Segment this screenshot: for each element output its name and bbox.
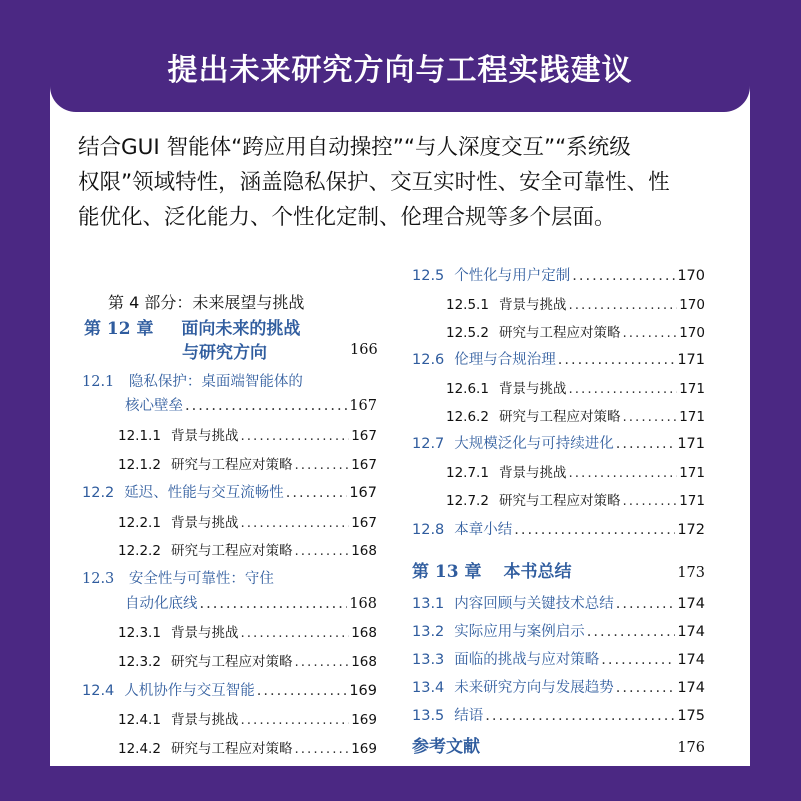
- entry-title: 研究与工程应对策略: [170, 741, 293, 757]
- page-number: 170: [679, 325, 705, 341]
- entry-number: 12.4.2: [118, 741, 161, 757]
- section-number: 13.1: [412, 596, 445, 612]
- section-title: 个性化与用户定制: [454, 268, 571, 284]
- entry-title: 背景与挑战: [170, 515, 239, 531]
- section-number: 13.3: [412, 652, 445, 668]
- entry-title: 研究与工程应对策略: [498, 409, 621, 425]
- page-number: 174: [677, 680, 705, 696]
- description: [78, 130, 738, 235]
- leader-dots: [185, 398, 347, 414]
- page-number: 168: [351, 543, 377, 559]
- entry-title: 背景与挑战: [498, 465, 567, 481]
- toc-section-13-1: [412, 592, 705, 613]
- entry-number: 12.5.1: [446, 297, 489, 313]
- toc-section-13-4: [412, 676, 705, 697]
- toc-entry-12-5-2: [446, 321, 705, 341]
- section-title: 面临的挑战与应对策略: [454, 652, 600, 668]
- section-number: 12.6: [412, 352, 445, 368]
- title-banner: [50, 32, 750, 112]
- entry-number: 12.4.1: [118, 712, 161, 728]
- leader-dots: [240, 515, 349, 531]
- toc-section-12-6: [412, 348, 705, 369]
- section-number: 13.5: [412, 708, 445, 724]
- leader-dots: [568, 465, 677, 481]
- entry-number: 12.2.1: [118, 515, 161, 531]
- entry-number: 12.6.2: [446, 409, 489, 425]
- page-number: 168: [351, 625, 377, 641]
- page-number: 167: [349, 398, 377, 414]
- page-number: 176: [677, 740, 705, 756]
- toc-section-12-2: [82, 481, 377, 502]
- entry-number: 12.3.1: [118, 625, 161, 641]
- leader-dots: [601, 652, 675, 668]
- leader-dots: [200, 596, 348, 612]
- toc-entry-12-7-1: [446, 461, 705, 481]
- page-number: 171: [677, 352, 705, 368]
- page-number: 167: [351, 457, 377, 473]
- page-number: 167: [349, 485, 377, 501]
- leader-dots: [294, 543, 349, 559]
- toc-references: [412, 732, 705, 757]
- section-number: 13.4: [412, 680, 445, 696]
- chapter-title: 本书总结: [503, 562, 572, 582]
- entry-number: 12.3.2: [118, 654, 161, 670]
- entry-title: 研究与工程应对策略: [170, 654, 293, 670]
- chapter-title-cont: 与研究方向: [182, 343, 267, 363]
- section-number: 12.1: [82, 374, 115, 390]
- section-title-cont: 核心壁垒: [125, 398, 183, 414]
- leader-dots: [622, 325, 677, 341]
- section-title: 安全性与可靠性：守住: [128, 571, 274, 587]
- leader-dots: [616, 436, 676, 452]
- section-title: 内容回顾与关键技术总结: [454, 596, 614, 612]
- page-number: 171: [679, 493, 705, 509]
- page-number: 172: [677, 522, 705, 538]
- toc-chapter-13: [412, 557, 705, 582]
- section-number: 12.7: [412, 436, 445, 452]
- section-number: 12.8: [412, 522, 445, 538]
- page-number: 174: [677, 652, 705, 668]
- page-number: 171: [679, 381, 705, 397]
- leader-dots: [622, 409, 677, 425]
- toc-entry-12-5-1: [446, 293, 705, 313]
- entry-title: 背景与挑战: [498, 381, 567, 397]
- page-number: 167: [351, 428, 377, 444]
- page-number: 169: [351, 712, 377, 728]
- toc-entry-12-3-1: [118, 621, 377, 641]
- leader-dots: [286, 485, 348, 501]
- entry-title: 背景与挑战: [170, 712, 239, 728]
- chapter-number: 第 13 章: [412, 562, 482, 582]
- content-card: [50, 32, 750, 766]
- leader-dots: [240, 712, 349, 728]
- leader-dots: [240, 625, 349, 641]
- page-number: 174: [677, 624, 705, 640]
- toc-section-13-2: [412, 620, 705, 641]
- leader-dots: [572, 268, 675, 284]
- description-line-3: 能优化、泛化能力、个性化定制、伦理合规等多个层面。: [78, 205, 616, 230]
- banner-title: 提出未来研究方向与工程实践建议: [167, 53, 633, 88]
- entry-title: 研究与工程应对策略: [498, 493, 621, 509]
- section-title: 未来研究方向与发展趋势: [454, 680, 614, 696]
- page-number: 170: [677, 268, 705, 284]
- entry-number: 12.1.2: [118, 457, 161, 473]
- entry-number: 12.5.2: [446, 325, 489, 341]
- leader-dots: [294, 654, 349, 670]
- entry-number: 12.6.1: [446, 381, 489, 397]
- entry-title: 研究与工程应对策略: [498, 325, 621, 341]
- section-number: 12.3: [82, 571, 115, 587]
- entry-number: 12.7.1: [446, 465, 489, 481]
- leader-dots: [240, 428, 349, 444]
- page-number: 169: [349, 683, 377, 699]
- entry-title: 研究与工程应对策略: [170, 543, 293, 559]
- entry-number: 12.2.2: [118, 543, 161, 559]
- leader-dots: [616, 596, 676, 612]
- toc-section-13-3: [412, 648, 705, 669]
- section-title: 结语: [454, 708, 484, 724]
- toc-entry-12-6-2: [446, 405, 705, 425]
- section-title: 人机协作与交互智能: [124, 683, 255, 699]
- entry-title: 背景与挑战: [170, 625, 239, 641]
- section-number: 12.4: [82, 683, 115, 699]
- references-title: 参考文献: [412, 737, 480, 757]
- page-number: 171: [677, 436, 705, 452]
- entry-number: 12.1.1: [118, 428, 161, 444]
- page-number: 168: [351, 654, 377, 670]
- section-title: 隐私保护：桌面端智能体的: [128, 374, 303, 390]
- toc-entry-12-6-1: [446, 377, 705, 397]
- page-number: 170: [679, 297, 705, 313]
- page-number: 167: [351, 515, 377, 531]
- leader-dots: [514, 522, 675, 538]
- leader-dots: [622, 493, 677, 509]
- section-title: 本章小结: [454, 522, 513, 538]
- toc-entry-12-2-1: [118, 511, 377, 531]
- leader-dots: [485, 708, 675, 724]
- section-title-cont: 自动化底线: [125, 596, 198, 612]
- section-number: 12.2: [82, 485, 115, 501]
- page-number: 171: [679, 465, 705, 481]
- chapter-number: 第 12 章: [84, 319, 154, 339]
- page-number: 174: [677, 596, 705, 612]
- entry-number: 12.7.2: [446, 493, 489, 509]
- toc-entry-12-4-1: [118, 708, 377, 728]
- leader-dots: [616, 680, 676, 696]
- toc-section-12-7: [412, 432, 705, 453]
- leader-dots: [558, 352, 676, 368]
- section-title: 延迟、性能与交互流畅性: [124, 485, 284, 501]
- toc-section-13-5: [412, 704, 705, 725]
- chapter-page: 166: [350, 342, 378, 358]
- leader-dots: [294, 741, 349, 757]
- page-number: 171: [679, 409, 705, 425]
- toc-entry-12-4-2: [118, 737, 377, 757]
- entry-title: 背景与挑战: [498, 297, 567, 313]
- section-title: 实际应用与案例启示: [454, 624, 585, 640]
- leader-dots: [568, 381, 677, 397]
- description-line-1: 结合GUI 智能体“跨应用自动操控”“与人深度交互”“系统级: [78, 135, 631, 160]
- toc-section-12-4: [82, 679, 377, 700]
- section-title: 大规模泛化与可持续进化: [454, 436, 614, 452]
- leader-dots: [257, 683, 348, 699]
- leader-dots: [568, 297, 677, 313]
- toc-entry-12-2-2: [118, 539, 377, 559]
- page-number: 168: [349, 596, 377, 612]
- toc-entry-12-7-2: [446, 489, 705, 509]
- page-number: 175: [677, 708, 705, 724]
- leader-dots: [587, 624, 676, 640]
- toc-section-12-8: [412, 518, 705, 539]
- entry-title: 背景与挑战: [170, 428, 239, 444]
- toc-entry-12-3-2: [118, 650, 377, 670]
- section-number: 13.2: [412, 624, 445, 640]
- toc-entry-12-1-2: [118, 453, 377, 473]
- description-line-2: 权限”领域特性，涵盖隐私保护、交互实时性、安全可靠性、性: [78, 170, 670, 195]
- page-number: 173: [677, 565, 705, 581]
- chapter-title: 面向未来的挑战: [181, 319, 301, 339]
- page-number: 169: [351, 741, 377, 757]
- part-title: 第 4 部分：未来展望与挑战: [108, 293, 305, 312]
- section-title: 伦理与合规治理: [454, 352, 556, 368]
- toc-entry-12-1-1: [118, 424, 377, 444]
- toc-section-12-5: [412, 264, 705, 285]
- entry-title: 研究与工程应对策略: [170, 457, 293, 473]
- leader-dots: [294, 457, 349, 473]
- section-number: 12.5: [412, 268, 445, 284]
